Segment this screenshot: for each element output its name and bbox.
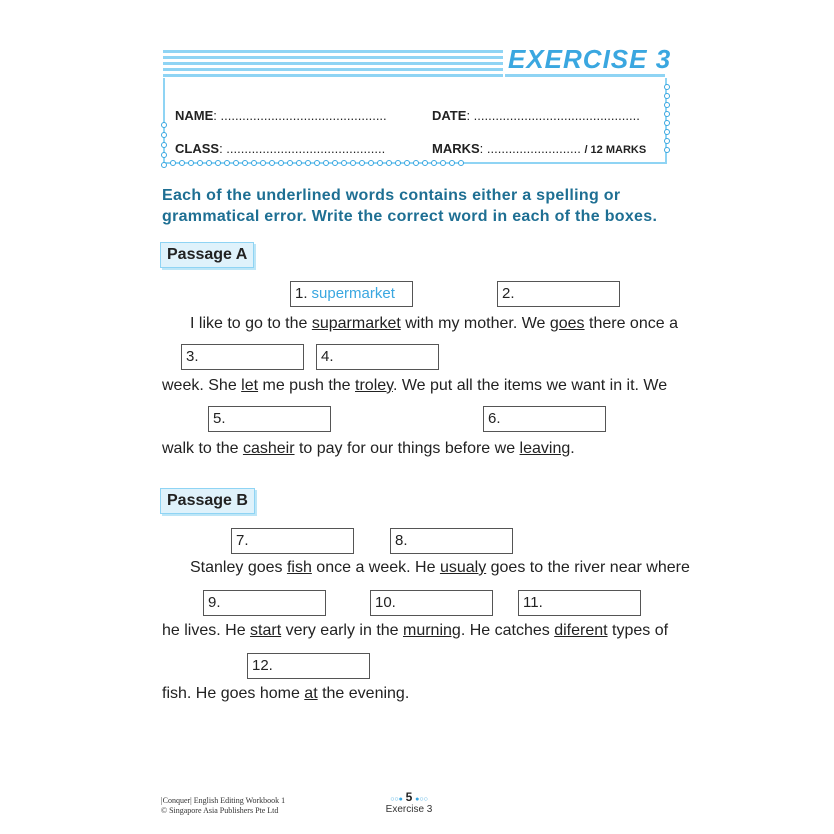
box-number: 12. [252, 657, 273, 674]
answer-box-6[interactable] [483, 406, 606, 432]
date-label: DATE [432, 108, 467, 123]
name-field[interactable] [175, 108, 387, 123]
box-number: 11. [523, 594, 543, 611]
box-number: 10. [375, 594, 396, 611]
underlined-word: diferent [554, 622, 608, 639]
text-segment: . [570, 440, 575, 457]
answer-box-8[interactable] [390, 528, 513, 554]
text-segment: me push the [258, 377, 356, 394]
answer-box-12[interactable] [247, 653, 370, 679]
underlined-word: suparmarket [311, 315, 401, 332]
page-dots-left-icon: ○○● [390, 796, 403, 803]
name-label: NAME [175, 108, 214, 123]
date-field[interactable] [432, 108, 640, 123]
answer-box-7[interactable] [231, 528, 354, 554]
exercise-title [508, 44, 671, 75]
marks-total: / 12 MARKS [584, 144, 647, 156]
answer-text: supermarket [311, 285, 395, 302]
passage-a-label: Passage A [160, 242, 254, 268]
text-segment: very early in the [281, 622, 403, 639]
text-segment: he lives. He [162, 622, 251, 639]
answer-box-11[interactable] [518, 590, 641, 616]
underlined-word: leaving [519, 440, 571, 457]
passage-a-line-2 [162, 377, 667, 395]
underlined-word: at [304, 685, 318, 702]
text-segment: I like to go to the [190, 315, 312, 332]
class-dots: : ............................................ [219, 141, 386, 156]
text-segment: to pay for our things before we [294, 440, 520, 457]
passage-b-label: Passage B [160, 488, 255, 514]
text-segment: . He catches [460, 622, 555, 639]
passage-b-line-2 [162, 622, 668, 640]
date-dots: : .............................................. [466, 108, 640, 123]
footer-publisher [161, 796, 285, 816]
answer-box-2[interactable] [497, 281, 620, 307]
underlined-word: usualy [439, 559, 487, 576]
underlined-word: fish [286, 559, 312, 576]
text-segment: the evening. [317, 685, 410, 702]
marks-label: MARKS [432, 141, 480, 156]
footer-page-info [384, 790, 434, 815]
name-dots: : .............................................. [213, 108, 387, 123]
passage-b-line-1 [190, 559, 690, 577]
underlined-word: goes [549, 315, 585, 332]
text-segment: goes to the river near where [486, 559, 690, 576]
text-segment: fish. He goes home [162, 685, 305, 702]
answer-box-3[interactable] [181, 344, 304, 370]
box-number: 3. [186, 348, 199, 365]
dots-right-decoration [664, 84, 670, 153]
text-segment: walk to the [162, 440, 243, 457]
box-number: 8. [395, 532, 408, 549]
text-segment: week. She [162, 377, 242, 394]
box-number: 5. [213, 410, 226, 427]
box-number: 6. [488, 410, 501, 427]
exercise-number: 3 [655, 44, 672, 74]
answer-box-9[interactable] [203, 590, 326, 616]
box-number: 4. [321, 348, 334, 365]
answer-box-10[interactable] [370, 590, 493, 616]
page-dots-right-icon: ●○○ [415, 796, 428, 803]
answer-box-5[interactable] [208, 406, 331, 432]
header-right-line [505, 74, 665, 77]
text-segment: there once a [584, 315, 678, 332]
text-segment: once a week. He [311, 559, 440, 576]
header-decorative-lines [163, 50, 503, 80]
marks-field[interactable] [432, 141, 646, 156]
underlined-word: casheir [242, 440, 295, 457]
underlined-word: let [241, 377, 259, 394]
box-number: 9. [208, 594, 221, 611]
page-number: 5 [405, 790, 413, 804]
box-number: 2. [502, 285, 515, 302]
footer-copyright: © Singapore Asia Publishers Pte Ltd [161, 806, 279, 815]
passage-a-line-3 [162, 440, 575, 458]
page-label: Exercise 3 [385, 804, 433, 815]
class-field[interactable] [175, 141, 385, 156]
text-segment: types of [607, 622, 669, 639]
exercise-title-text: EXERCISE [508, 44, 648, 74]
text-segment: . We put all the items we want in it. We [392, 377, 668, 394]
footer-book-title: |Conquer| English Editing Workbook 1 [161, 796, 286, 805]
box-number: 1. [295, 285, 308, 302]
marks-dots: : .......................... [479, 141, 581, 156]
box-number: 7. [236, 532, 249, 549]
dots-left-decoration [161, 122, 167, 168]
underlined-word: murning [403, 622, 461, 639]
answer-box-1[interactable] [290, 281, 413, 307]
class-label: CLASS [175, 141, 220, 156]
dots-bottom-decoration [170, 160, 464, 166]
text-segment: with my mother. We [400, 315, 550, 332]
underlined-word: troley [355, 377, 393, 394]
answer-box-4[interactable] [316, 344, 439, 370]
passage-a-line-1 [190, 315, 678, 333]
instructions-text: Each of the underlined words contains either a spelling or grammatical error. Write the correct word in each of the boxes. [162, 187, 658, 225]
passage-b-line-3 [162, 685, 409, 703]
text-segment: Stanley goes [190, 559, 287, 576]
underlined-word: start [250, 622, 282, 639]
